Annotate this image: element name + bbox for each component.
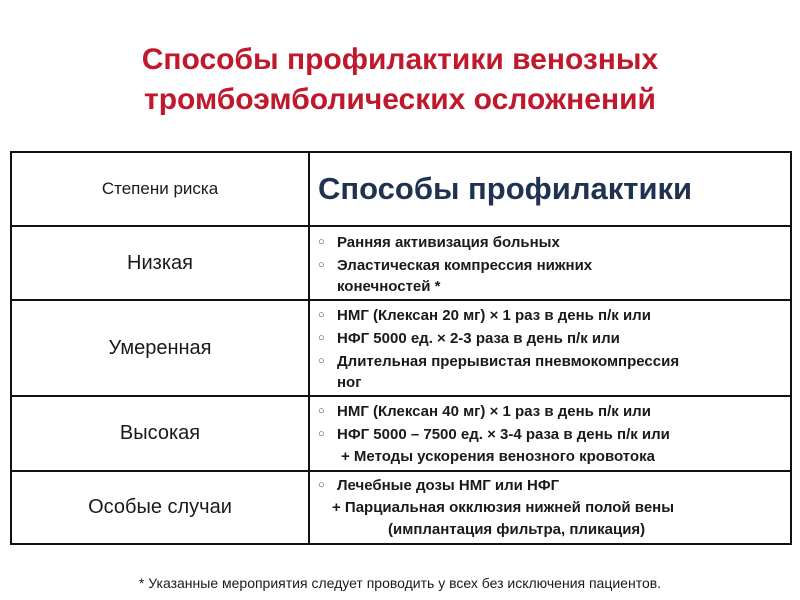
prophylaxis-table: [10, 151, 792, 545]
title-line-1: Способы профилактики венозных: [141, 43, 659, 76]
risk-special: Особые случаи: [11, 471, 309, 544]
list-item: ○ НФГ 5000 – 7500 ед. × 3-4 раза в день п/к или: [316, 423, 786, 446]
title-line-2: тромбоэмболических осложнений: [144, 83, 656, 116]
list-item-continuation: ног: [337, 373, 362, 391]
header-risk: Степени риска: [11, 152, 309, 226]
circle-bullet-icon: ○: [318, 235, 325, 248]
extra-method: + Парциальная окклюзия нижней полой вены: [332, 499, 675, 516]
methods-special: [309, 471, 791, 544]
header-methods: Способы профилактики: [309, 152, 791, 226]
circle-bullet-icon: ○: [318, 427, 325, 440]
extra-method-detail: (имплантация фильтра, пликация): [388, 521, 646, 538]
circle-bullet-icon: ○: [318, 331, 325, 344]
circle-bullet-icon: ○: [318, 404, 325, 417]
circle-bullet-icon: ○: [318, 308, 325, 321]
circle-bullet-icon: ○: [318, 258, 325, 271]
list-item: ○ Ранняя активизация больных: [316, 231, 786, 254]
footnote: * Указанные мероприятия следует проводить у всех без исключения пациентов.: [138, 575, 662, 591]
table-row: [11, 300, 791, 396]
table-row: [11, 396, 791, 471]
list-item: ○ НМГ (Клексан 40 мг) × 1 раз в день п/к или: [316, 400, 786, 423]
risk-moderate: Умеренная: [11, 300, 309, 396]
list-item: ○ Эластическая компрессия нижних: [316, 254, 786, 277]
table-row: [11, 471, 791, 544]
list-item: ○ Длительная прерывистая пневмокомпрессия: [316, 350, 786, 373]
methods-low: [309, 226, 791, 300]
circle-bullet-icon: ○: [318, 354, 325, 367]
table-header-row: [11, 152, 791, 226]
list-item: ○ Лечебные дозы НМГ или НФГ: [316, 474, 786, 497]
list-item-continuation: конечностей *: [337, 277, 441, 295]
methods-moderate: [309, 300, 791, 396]
methods-high: [309, 396, 791, 471]
circle-bullet-icon: ○: [318, 479, 325, 491]
page-title: [0, 40, 800, 120]
list-item: ○ НФГ 5000 ед. × 2-3 раза в день п/к или: [316, 327, 786, 350]
list-item: ○ НМГ (Клексан 20 мг) × 1 раз в день п/к или: [316, 304, 786, 327]
extra-method: + Методы ускорения венозного кровотока: [341, 447, 655, 465]
risk-high: Высокая: [11, 396, 309, 471]
risk-low: Низкая: [11, 226, 309, 300]
table-row: [11, 226, 791, 300]
